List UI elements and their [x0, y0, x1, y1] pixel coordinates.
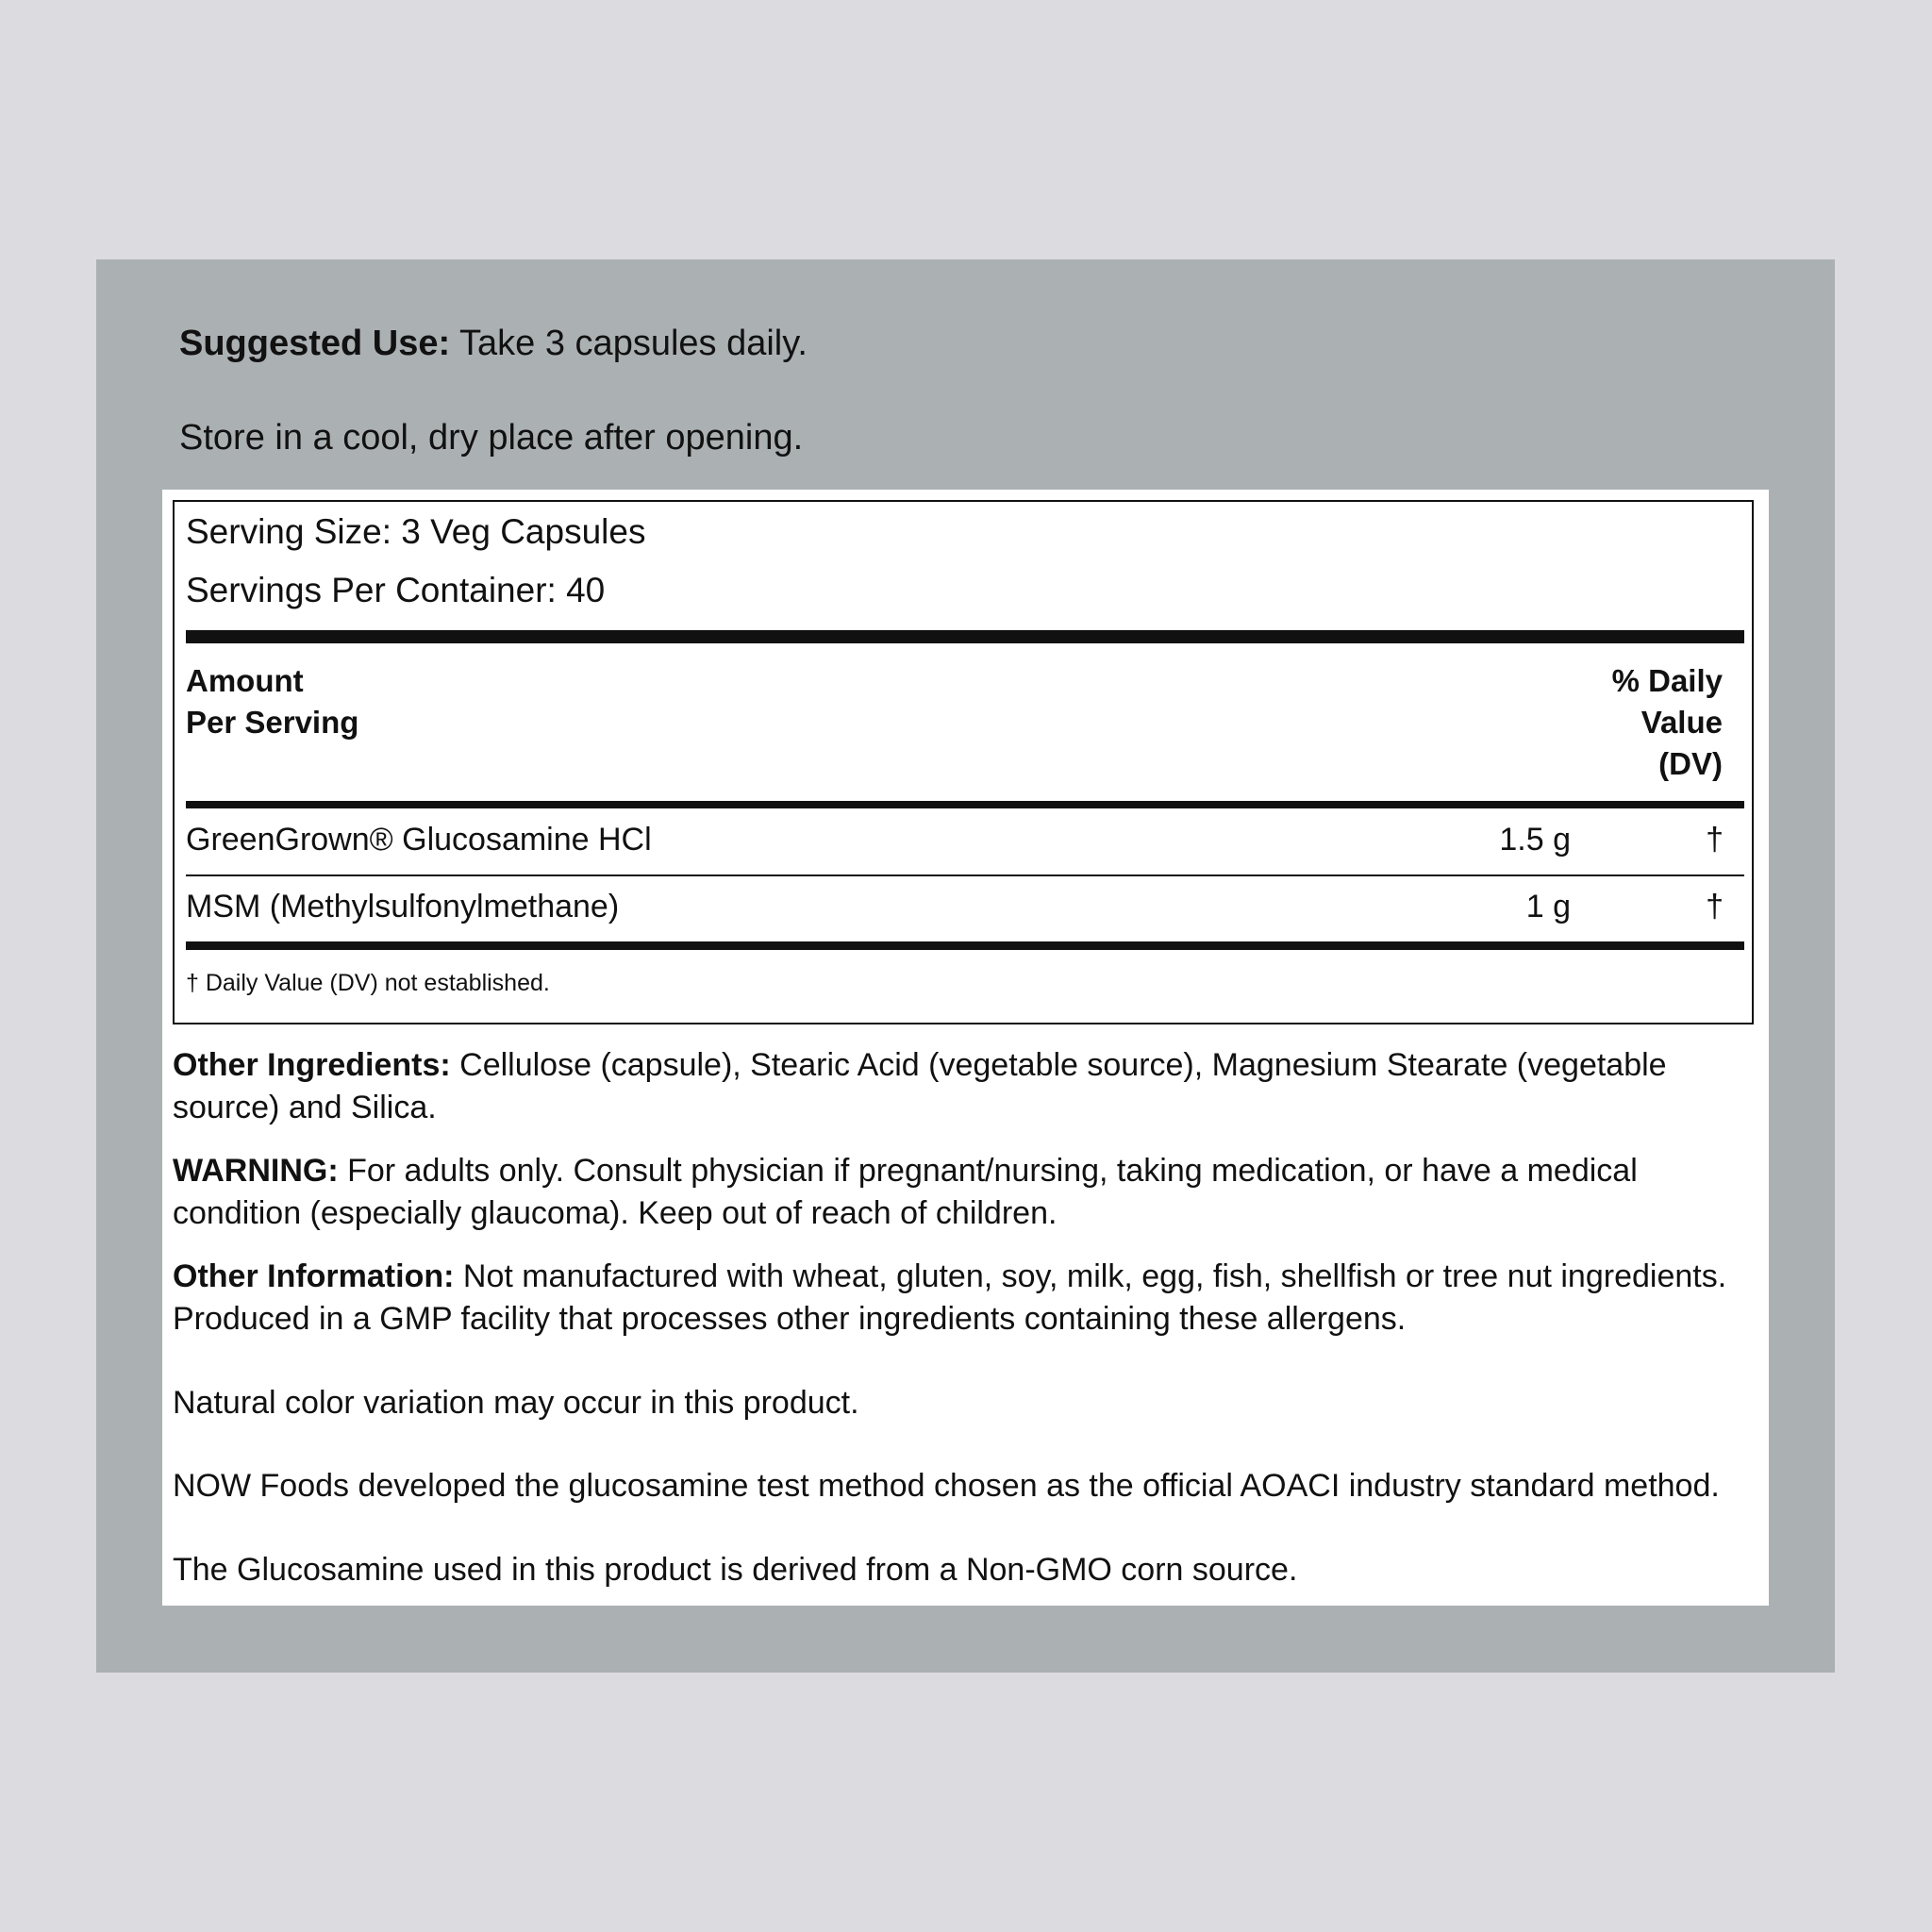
nutrient-name: MSM (Methylsulfonylmethane)	[186, 889, 620, 924]
header-divider	[186, 801, 1744, 808]
other-ingredients	[173, 1044, 1750, 1129]
dv-footnote: † Daily Value (DV) not established.	[186, 970, 550, 996]
color-variation-note: Natural color variation may occur in this product.	[173, 1385, 859, 1421]
dv-header-line: (DV)	[1658, 746, 1723, 781]
warning	[173, 1150, 1750, 1235]
servings-per-container: Servings Per Container: 40	[186, 571, 606, 609]
suggested-use-label: Suggested Use:	[179, 324, 451, 363]
serving-size: Serving Size: 3 Veg Capsules	[186, 512, 646, 551]
test-method-note: NOW Foods developed the glucosamine test method chosen as the official AOACI industry standard method.	[173, 1468, 1720, 1504]
nutrient-daily-value: †	[1706, 822, 1724, 858]
other-information-label: Other Information:	[173, 1258, 455, 1294]
nutrient-daily-value: †	[1706, 889, 1724, 924]
bottom-divider	[186, 941, 1744, 950]
amount-header-line: Per Serving	[186, 705, 359, 740]
warning-text: For adults only. Consult physician if pregnant/nursing, taking medication, or have a medical condition (especially glaucoma). Keep out of reach of children.	[173, 1153, 1638, 1231]
amount-per-serving-header	[186, 660, 358, 743]
storage-instructions: Store in a cool, dry place after opening.	[179, 418, 804, 458]
nutrient-name: GreenGrown® Glucosamine HCl	[186, 822, 652, 858]
other-information-text: Not manufactured with wheat, gluten, soy, milk, egg, fish, shellfish or tree nut ingredients. Produced in a GMP facility that processes other ingredients containing these allergens.	[173, 1258, 1727, 1337]
dv-header-line: Value	[1641, 705, 1723, 740]
suggested-use	[179, 321, 808, 366]
other-information	[173, 1256, 1750, 1341]
amount-header-line: Amount	[186, 663, 304, 698]
nutrient-row-glucosamine	[186, 815, 1744, 864]
other-ingredients-label: Other Ingredients:	[173, 1047, 451, 1083]
row-divider	[186, 874, 1744, 876]
glucosamine-source-note: The Glucosamine used in this product is derived from a Non-GMO corn source.	[173, 1552, 1298, 1588]
dv-header-line: % Daily	[1611, 663, 1723, 698]
suggested-use-text: Take 3 capsules daily.	[450, 324, 808, 363]
nutrient-amount: 1 g	[1525, 889, 1571, 924]
nutrient-row-msm	[186, 882, 1744, 931]
daily-value-header	[1534, 660, 1723, 785]
nutrient-amount: 1.5 g	[1499, 822, 1571, 858]
thick-divider	[186, 630, 1744, 643]
other-ingredients-text: Cellulose (capsule), Stearic Acid (vegetable source), Magnesium Stearate (vegetable source) and Silica.	[173, 1047, 1667, 1125]
warning-label: WARNING:	[173, 1153, 339, 1189]
